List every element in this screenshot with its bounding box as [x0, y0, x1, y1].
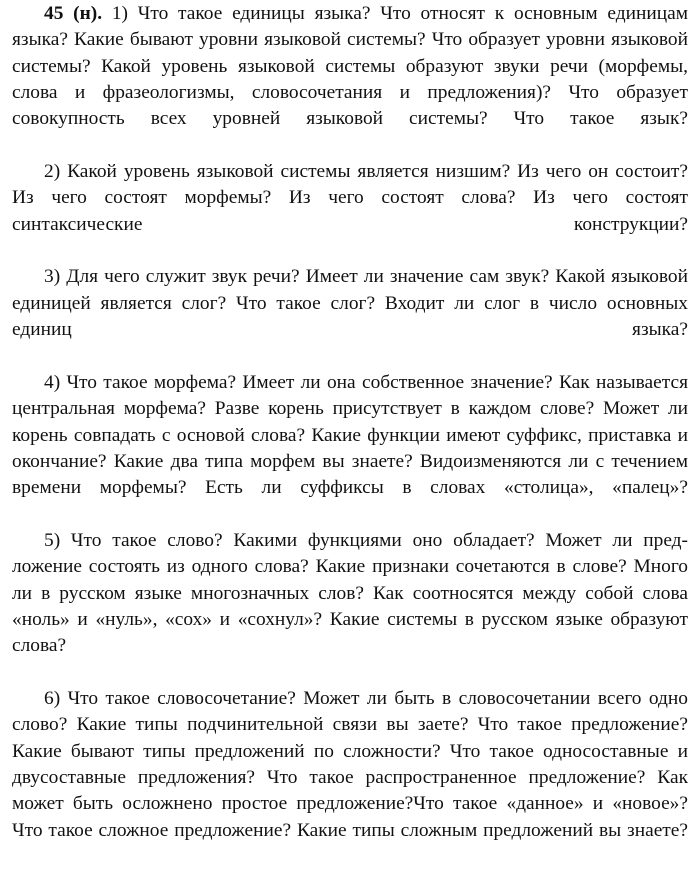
exercise-number-label: 45 (н).: [44, 3, 103, 24]
exercise-paragraph-1: [12, 1, 688, 159]
exercise-paragraph-4: 4) Что такое морфема? Имеет ли она собственное значение? Как называется центральная морфема? Разве корень присутствует в каждом слове? Может ли корень совпадать с основой слова? Какие функции имеют суффикс, приставка и окончание? Какие два типа морфем вы знаете? Видоизменяются ли с течением времени морфемы? Есть ли суффиксы в словах «столица», «палец»?: [12, 371, 688, 499]
exercise-paragraph-2: 2) Какой уровень языковой системы является низшим? Из чего он состоит? Из чего состоят морфемы? Из чего состоят слова? Из чего состоят синтаксические конструкции?: [12, 161, 688, 235]
exercise-paragraph-3: 3) Для чего служит звук речи? Имеет ли значение сам звук? Какой языковой единицей является слог? Что такое слог? Входит ли слог в число основных единиц языка?: [12, 266, 688, 341]
exercise-paragraph-6: 6) Что такое словосочетание? Может ли быть в словосочетании всего одно слово? Какие типы подчинительной связи вы заете? Что такое предложение? Какие бывают типы предложений по сложности? Что такое односоставные и двусоставные предложения? Что такое распространенное предложение? Как может быть осложнено простое предложение?Что такое «данное» и «новое»? Что такое сложное предложение? Какие типы сложным предложений вы знаете?: [12, 687, 688, 841]
exercise-paragraph-1-text: 1) Что такое единицы языка? Что относят к основным единицам языка? Какие бывают уровни языковой системы? Что образует уровни языковой системы? Какой уровень языковой системы образуют звуки речи (морфемы, слова и фразеологизмы, словосочетания и предложения)? Что образует совокупность всех уровней языковой системы? Что такое язык?: [12, 3, 688, 130]
exercise-paragraph-5: 5) Что такое слово? Какими функциями оно обладает? Может ли предложение состоять из одного слова? Какие признаки сочетаются в слове? Много ли в русском языке многозначных слов? Как соотносятся между собой слова «ноль» и «нуль», «сох» и «сохнул»? Какие системы в русском языке образуют слова?: [12, 529, 688, 657]
exercise-45-block: [12, 0, 688, 870]
